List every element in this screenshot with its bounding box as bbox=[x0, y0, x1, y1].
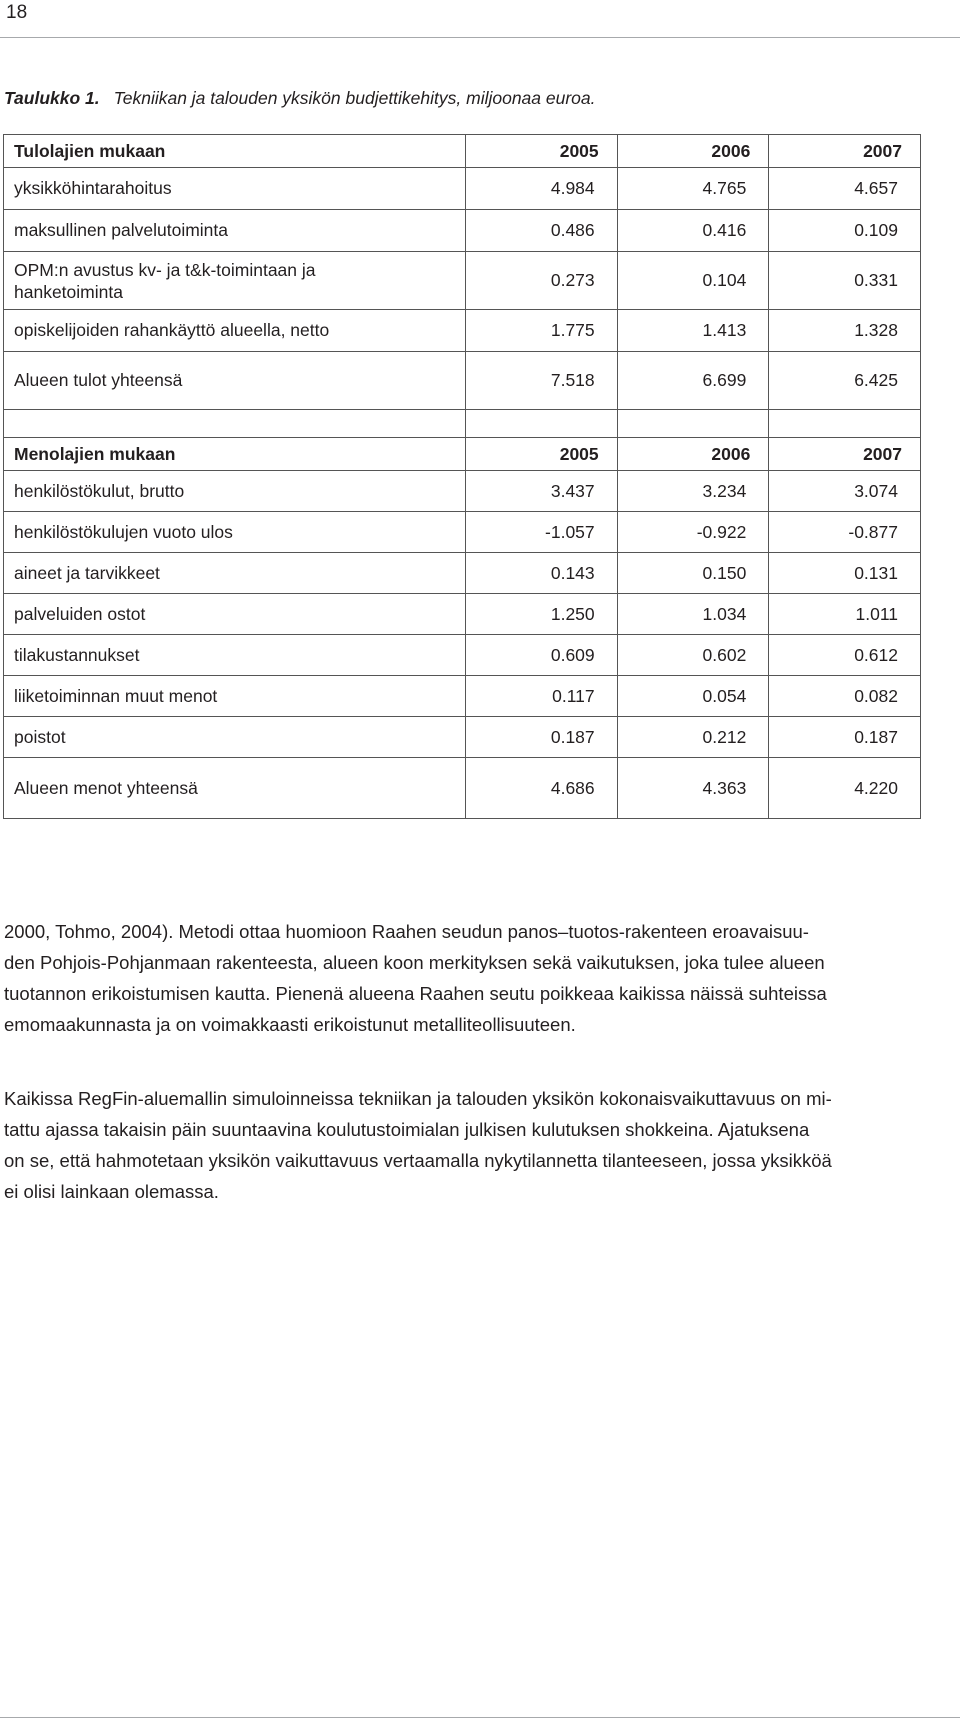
income-header-label: Tulolajien mukaan bbox=[4, 135, 466, 168]
row-label: palveluiden ostot bbox=[4, 594, 466, 635]
cell-2005: 3.437 bbox=[466, 471, 618, 512]
row-label: liiketoiminnan muut menot bbox=[4, 676, 466, 717]
body-paragraph-2 bbox=[4, 1083, 952, 1207]
expenses-header-label: Menolajien mukaan bbox=[4, 438, 466, 471]
row-label: yksikköhintarahoitus bbox=[4, 168, 466, 210]
cell-2006: 0.602 bbox=[617, 635, 769, 676]
income-header-row bbox=[4, 135, 921, 168]
cell-2007: 0.131 bbox=[769, 553, 921, 594]
cell-2007: 1.328 bbox=[769, 310, 921, 352]
cell-2006: 1.413 bbox=[617, 310, 769, 352]
cell-2005: 0.486 bbox=[466, 210, 618, 252]
cell-2006: 0.054 bbox=[617, 676, 769, 717]
footer-divider bbox=[0, 1717, 960, 1718]
table-row bbox=[4, 168, 921, 210]
cell-2006: 0.104 bbox=[617, 252, 769, 310]
expenses-header-2005: 2005 bbox=[466, 438, 618, 471]
table-row bbox=[4, 512, 921, 553]
cell-2007: 0.612 bbox=[769, 635, 921, 676]
table-row bbox=[4, 471, 921, 512]
cell-2005: 0.117 bbox=[466, 676, 618, 717]
expenses-header-2006: 2006 bbox=[617, 438, 769, 471]
expenses-total-row bbox=[4, 758, 921, 819]
text-line: tattu ajassa takaisin päin suuntaavina koulutustoimialan julkisen kulutuksen shokkeina. Ajatuksena bbox=[4, 1119, 810, 1140]
cell-2006: 3.234 bbox=[617, 471, 769, 512]
cell-2006: 4.765 bbox=[617, 168, 769, 210]
row-label-line-1: OPM:n avustus kv- ja t&k-toimintaan ja bbox=[14, 259, 316, 280]
row-label: aineet ja tarvikkeet bbox=[4, 553, 466, 594]
text-line: on se, että hahmotetaan yksikön vaikuttavuus vertaamalla nykytilannetta tilanteeseen, jossa yksikköä bbox=[4, 1150, 832, 1171]
section-spacer bbox=[4, 410, 921, 438]
table-row bbox=[4, 553, 921, 594]
caption-text: Tekniikan ja talouden yksikön budjettikehitys, miljoonaa euroa. bbox=[113, 88, 596, 108]
expenses-header-row bbox=[4, 438, 921, 471]
cell-2005: 4.984 bbox=[466, 168, 618, 210]
caption-label: Taulukko 1. bbox=[4, 88, 100, 108]
cell-2006: -0.922 bbox=[617, 512, 769, 553]
text-line: 2000, Tohmo, 2004). Metodi ottaa huomioon Raahen seudun panos–tuotos-rakenteen eroavaisuu- bbox=[4, 921, 809, 942]
row-label: maksullinen palvelutoiminta bbox=[4, 210, 466, 252]
text-line: ei olisi lainkaan olemassa. bbox=[4, 1181, 219, 1202]
row-label: Alueen menot yhteensä bbox=[4, 758, 466, 819]
table-row bbox=[4, 252, 921, 310]
table-row bbox=[4, 717, 921, 758]
income-total-row bbox=[4, 352, 921, 410]
text-line: tuotannon erikoistumisen kautta. Pienenä alueena Raahen seutu poikkeaa kaikissa näissä suhteissa bbox=[4, 983, 827, 1004]
page-number: 18 bbox=[6, 2, 28, 23]
cell-2007: -0.877 bbox=[769, 512, 921, 553]
table-row bbox=[4, 594, 921, 635]
cell-2006: 6.699 bbox=[617, 352, 769, 410]
text-line: emomaakunnasta ja on voimakkaasti erikoistunut metalliteollisuuteen. bbox=[4, 1014, 576, 1035]
cell-2007: 0.082 bbox=[769, 676, 921, 717]
table-row bbox=[4, 310, 921, 352]
cell-2006: 4.363 bbox=[617, 758, 769, 819]
row-label: poistot bbox=[4, 717, 466, 758]
table-row bbox=[4, 676, 921, 717]
row-label: henkilöstökulujen vuoto ulos bbox=[4, 512, 466, 553]
cell-2005: 7.518 bbox=[466, 352, 618, 410]
spacer-cell bbox=[4, 410, 466, 438]
cell-2006: 0.212 bbox=[617, 717, 769, 758]
cell-2005: 1.775 bbox=[466, 310, 618, 352]
income-header-2007: 2007 bbox=[769, 135, 921, 168]
table-caption bbox=[4, 88, 596, 109]
row-label-line-2: hanketoiminta bbox=[14, 281, 123, 302]
header-divider bbox=[0, 37, 960, 38]
row-label: opiskelijoiden rahankäyttö alueella, netto bbox=[4, 310, 466, 352]
budget-table bbox=[3, 134, 921, 819]
cell-2005: 0.187 bbox=[466, 717, 618, 758]
cell-2007: 1.011 bbox=[769, 594, 921, 635]
text-line: Kaikissa RegFin-aluemallin simuloinneissa tekniikan ja talouden yksikön kokonaisvaikuttavuus on mi- bbox=[4, 1088, 832, 1109]
row-label: henkilöstökulut, brutto bbox=[4, 471, 466, 512]
cell-2006: 1.034 bbox=[617, 594, 769, 635]
cell-2005: 4.686 bbox=[466, 758, 618, 819]
spacer-cell bbox=[466, 410, 618, 438]
spacer-cell bbox=[617, 410, 769, 438]
cell-2007: 3.074 bbox=[769, 471, 921, 512]
spacer-cell bbox=[769, 410, 921, 438]
cell-2005: 0.273 bbox=[466, 252, 618, 310]
cell-2007: 4.220 bbox=[769, 758, 921, 819]
income-header-2005: 2005 bbox=[466, 135, 618, 168]
row-label: Alueen tulot yhteensä bbox=[4, 352, 466, 410]
row-label bbox=[4, 252, 466, 310]
income-header-2006: 2006 bbox=[617, 135, 769, 168]
cell-2007: 0.331 bbox=[769, 252, 921, 310]
cell-2006: 0.150 bbox=[617, 553, 769, 594]
cell-2007: 6.425 bbox=[769, 352, 921, 410]
cell-2007: 4.657 bbox=[769, 168, 921, 210]
table-row bbox=[4, 210, 921, 252]
cell-2005: -1.057 bbox=[466, 512, 618, 553]
cell-2005: 0.609 bbox=[466, 635, 618, 676]
cell-2005: 0.143 bbox=[466, 553, 618, 594]
expenses-header-2007: 2007 bbox=[769, 438, 921, 471]
cell-2005: 1.250 bbox=[466, 594, 618, 635]
row-label: tilakustannukset bbox=[4, 635, 466, 676]
cell-2007: 0.187 bbox=[769, 717, 921, 758]
table-row bbox=[4, 635, 921, 676]
text-line: den Pohjois-Pohjanmaan rakenteesta, alueen koon merkityksen sekä vaikutuksen, joka tulee alueen bbox=[4, 952, 825, 973]
cell-2006: 0.416 bbox=[617, 210, 769, 252]
body-paragraph-1 bbox=[4, 916, 952, 1040]
cell-2007: 0.109 bbox=[769, 210, 921, 252]
